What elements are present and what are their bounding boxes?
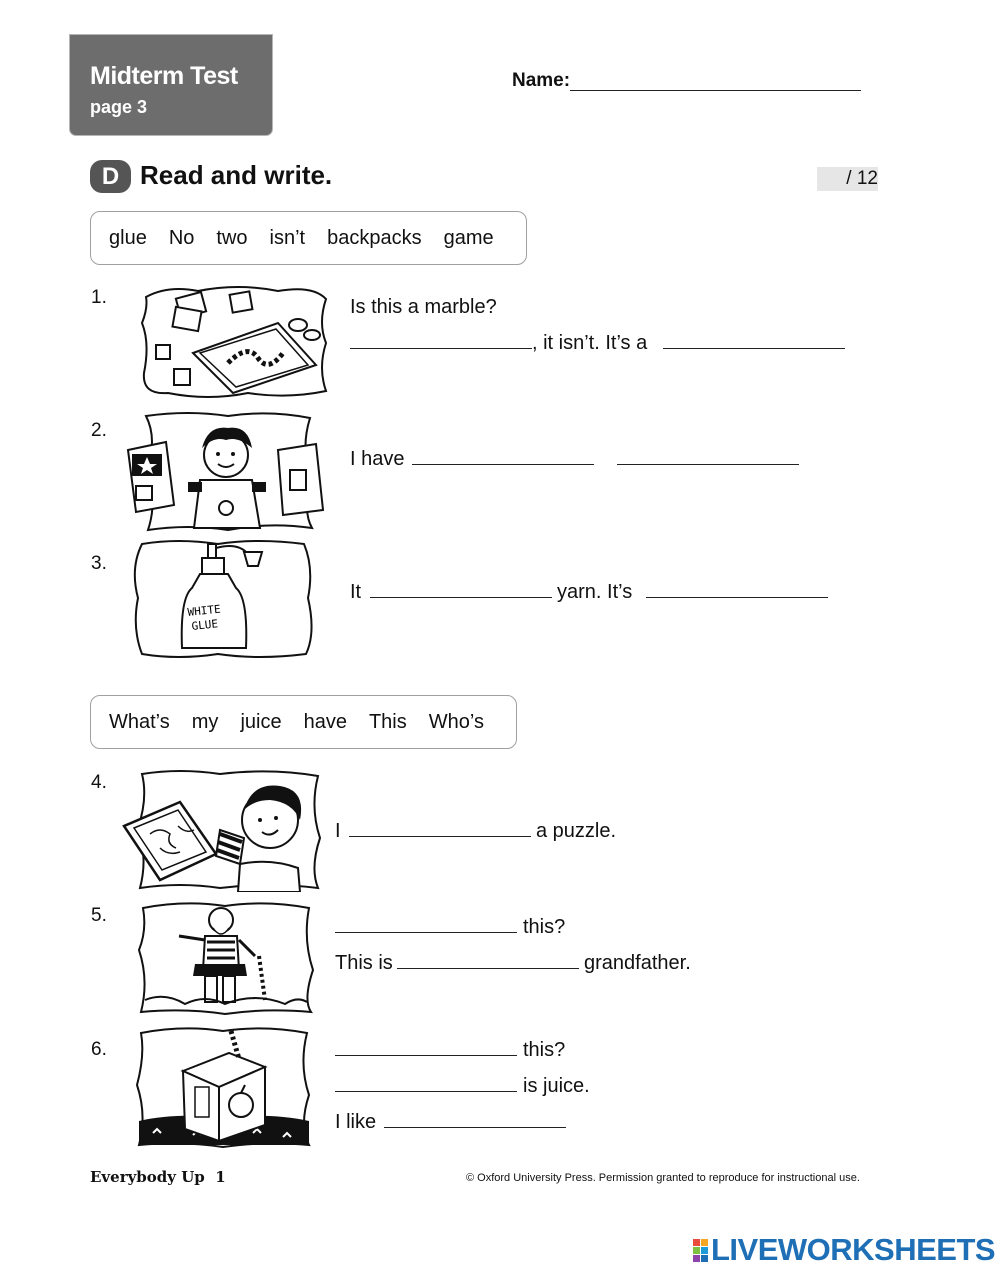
question-number-3: 3. — [91, 553, 107, 574]
boy-with-puzzle-picture — [120, 768, 325, 892]
question-4-text-b: a puzzle. — [536, 820, 617, 842]
grid-cell — [701, 1239, 708, 1246]
answer-blank-3a[interactable] — [370, 597, 552, 598]
name-field[interactable] — [570, 90, 861, 91]
footer-brand: Everybody Up 1 — [90, 1168, 226, 1186]
grid-cell — [701, 1255, 708, 1262]
juice-box-picture — [133, 1025, 315, 1149]
word-bank-word: game — [443, 226, 494, 249]
score-box: / 12 — [817, 167, 878, 191]
word-bank-1 — [90, 211, 527, 265]
grid-cell — [693, 1247, 700, 1254]
answer-blank-5a[interactable] — [335, 932, 517, 933]
page-label: page 3 — [90, 97, 148, 117]
question-6-text-2: is juice. — [523, 1075, 590, 1097]
word-bank-word: What’s — [109, 710, 170, 733]
answer-blank-5b[interactable] — [397, 968, 579, 969]
question-5-text-1: this? — [523, 916, 566, 938]
question-number-4: 4. — [91, 772, 107, 793]
word-bank-word: juice — [240, 710, 282, 733]
word-bank-word: isn’t — [269, 226, 306, 249]
question-number-6: 6. — [91, 1039, 107, 1060]
question-6-text-3: I like — [335, 1111, 377, 1133]
question-6-text-1: this? — [523, 1039, 566, 1061]
answer-blank-4[interactable] — [349, 836, 531, 837]
answer-blank-2a[interactable] — [412, 464, 594, 465]
grandfather-picture — [135, 900, 315, 1016]
answer-blank-6b[interactable] — [335, 1091, 517, 1092]
grid-cell — [693, 1255, 700, 1262]
question-3-text-b: yarn. It’s — [557, 581, 633, 603]
glue-label-text-2: GLUE — [190, 617, 219, 633]
liveworksheets-logo[interactable] — [693, 1232, 995, 1268]
board-game-picture — [138, 283, 330, 401]
question-3-text-a: It — [350, 581, 362, 603]
question-1-text: , it isn’t. It’s a — [532, 332, 648, 354]
word-bank-word: No — [168, 226, 195, 249]
glue-label-text-1: WHITE — [186, 602, 222, 619]
question-5-text-2a: This is — [335, 952, 393, 974]
word-bank-2 — [90, 695, 517, 749]
footer-copyright: © Oxford University Press. Permission granted to reproduce for instructional use. — [466, 1172, 860, 1184]
girl-with-backpacks-picture — [118, 410, 333, 532]
word-bank-word: backpacks — [327, 226, 422, 249]
word-bank-word: Who’s — [428, 710, 484, 733]
grid-cell — [701, 1247, 708, 1254]
word-bank-word: have — [303, 710, 347, 733]
section-letter-badge: D — [90, 160, 131, 193]
section-title: Read and write. — [140, 160, 333, 190]
question-1-prompt: Is this a marble? — [350, 296, 497, 318]
name-label: Name: — [512, 70, 571, 91]
white-glue-bottle-picture — [128, 538, 318, 660]
word-bank-word: glue — [109, 226, 147, 249]
word-bank-word: two — [216, 226, 248, 249]
question-number-2: 2. — [91, 420, 107, 441]
liveworksheets-grid-icon — [693, 1239, 708, 1262]
answer-blank-1a[interactable] — [350, 348, 532, 349]
answer-blank-1b[interactable] — [663, 348, 845, 349]
answer-blank-6a[interactable] — [335, 1055, 517, 1056]
question-4-text-a: I — [335, 820, 341, 842]
question-number-1: 1. — [91, 287, 107, 308]
question-2-prompt: I have — [350, 448, 405, 470]
word-bank-word: my — [191, 710, 219, 733]
answer-blank-2b[interactable] — [617, 464, 799, 465]
question-number-5: 5. — [91, 905, 107, 926]
answer-blank-6c[interactable] — [384, 1127, 566, 1128]
liveworksheets-wordmark: LIVEWORKSHEETS — [711, 1232, 996, 1267]
question-5-text-2b: grandfather. — [584, 952, 691, 974]
answer-blank-3b[interactable] — [646, 597, 828, 598]
grid-cell — [693, 1239, 700, 1246]
test-title: Midterm Test — [90, 62, 238, 90]
word-bank-word: This — [368, 710, 407, 733]
